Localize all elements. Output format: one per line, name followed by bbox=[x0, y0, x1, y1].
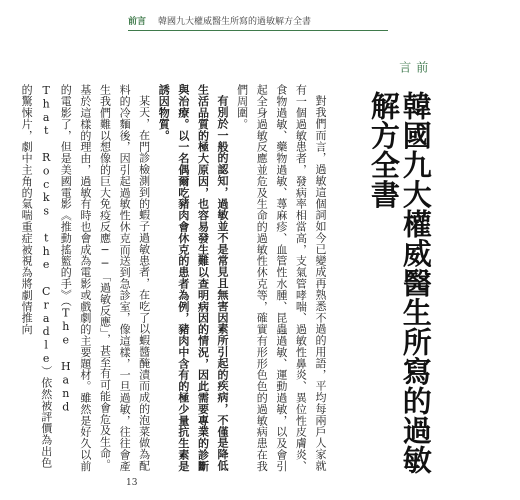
paragraph-1: 對我們而言，過敏這個詞如今已變成再熟悉不過的用語，平均每兩戶人家就有一個過敏患者，發病率相當高，支氣管哮喘、過敏性鼻炎、異位性皮膚炎、食物過敏、藥物過敏、蕁麻疹、血管性水腫、昆蟲過敏、運動過敏，以及會引起全身過敏反應並危及生命的過敏性休克等，確實有形形色色的過敏病患在我們周圍。 bbox=[235, 84, 327, 472]
page-number: 13 bbox=[126, 478, 138, 488]
chapter-title: 韓國九大權威醫生所寫的過敏解方全書 bbox=[366, 90, 433, 475]
header-running-title: 韓國九大權威醫生所寫的過敏解方全書 bbox=[158, 17, 312, 27]
chapter-label: 前言 bbox=[397, 61, 429, 73]
header-rule bbox=[128, 30, 388, 31]
running-header bbox=[128, 14, 311, 27]
paragraph-2: 有別於一般的認知，過敏並不是常見且無害因素所引起的疾病，不僅是降低生活品質的極大原因，也容易發生難以查明病因的情況，因此需要專業的診斷與治療。以一名偶爾吃豬肉會休克的患者為例，豬肉中含有的極少量抗生素是誘因物質。 bbox=[157, 84, 230, 472]
chapter-heading bbox=[367, 47, 431, 500]
paragraph-3: 某天，在門診檢測到的蝦子過敏患者，在吃了以蝦醬醃漬而成的泡菜做為配料的冷麵後，因引起過敏性休克而送到急診室，像這樣，一旦過敏，往往會產生我們難以想像的巨大免疫反應──「過敏反應」，甚至有可能會危及生命。基於這樣的理由，過敏有時也會成為電影或戲劇的主要題材。雖然是好久以前的電影了，但是美國電影《推動搖籃的手》（The Hand That Rocks the Cradle）依然被評價為出色的驚悚片，劇中主角的氣喘重症被視為將劇情推向 bbox=[20, 84, 151, 472]
header-chapter-label: 前言 bbox=[128, 17, 147, 27]
body-text bbox=[17, 84, 331, 474]
